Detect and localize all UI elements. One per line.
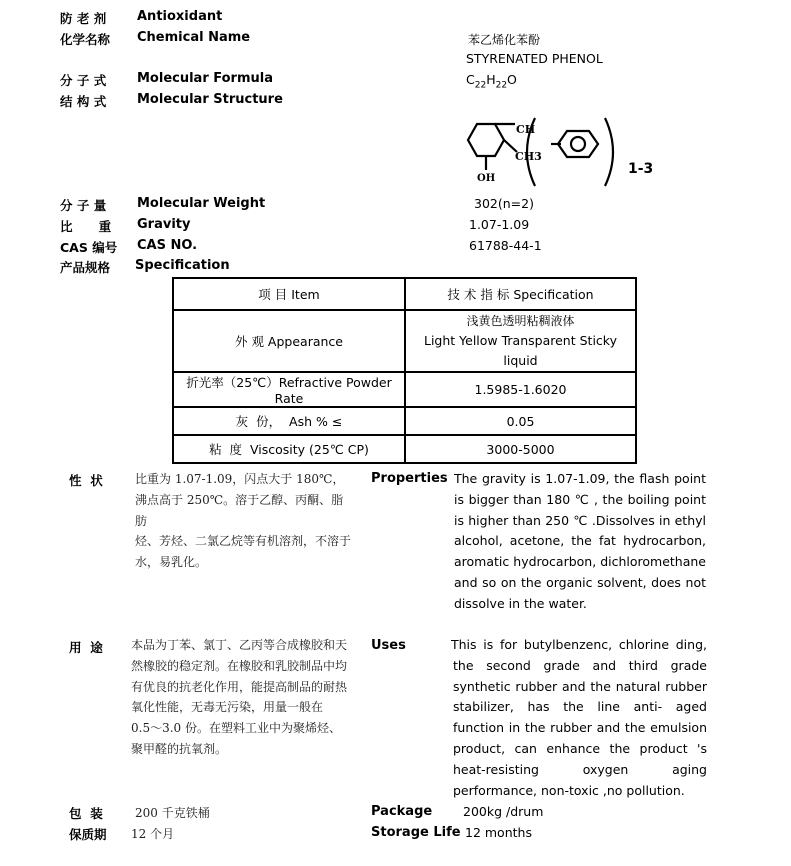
properties-en-text: The gravity is 1.07-1.09, the flash point is bigger than 180 ℃ , the boiling point is higher than 250 ℃ .Dissolves in ethyl alcohol, acetone, the fat hydrocarbon, aromatic hydrocarbon, dichloromethane and so on the organic solvent, does not dissolve in the water. — [454, 471, 706, 611]
ash-spec: 0.05 — [405, 407, 636, 435]
viscosity-item: 粘 度 Viscosity (25℃ CP) — [173, 435, 405, 463]
storage-en-label: Storage Life — [371, 825, 461, 840]
uses-en-text: This is for butylbenzenc, chlorine ding, the second grade and third grade synthetic rubber and the natural rubber stabilizer, has the line anti- aged function in the rubber and the emulsion product, can enhance the product 's heat-resisting oxygen aging performance, non-toxic ,no pollution. — [451, 637, 707, 798]
oh-group: OH — [477, 173, 496, 184]
appearance-spec — [405, 310, 636, 372]
gravity-en-label: Gravity — [137, 217, 191, 232]
spec-cn-label: 产品规格 — [60, 260, 111, 275]
cas-cn-label: CAS 编号 — [60, 240, 118, 255]
structure-en-label: Molecular Structure — [137, 92, 283, 107]
antioxidant-cn-label: 防 老 剂 — [60, 11, 107, 26]
structure-cn-label: 结 构 式 — [60, 94, 107, 109]
appearance-spec-en: Light Yellow Transparent Sticky liquid — [424, 333, 617, 368]
storage-cn-label: 保质期 — [69, 827, 107, 842]
chemical-name-cn-label: 化学名称 — [60, 32, 111, 47]
storage-cn-value: 12 个月 — [131, 827, 175, 841]
right-parenthesis — [605, 118, 613, 186]
benzene-ring — [558, 131, 598, 157]
appearance-spec-cn: 浅黄色透明粘稠液体 — [466, 314, 575, 328]
spec-en-label: Specification — [135, 258, 230, 273]
chemical-name-en-label: Chemical Name — [137, 30, 251, 45]
viscosity-spec: 3000-5000 — [405, 435, 636, 463]
properties-cn-label: 性 状 — [69, 473, 103, 488]
cas-en-label: CAS NO. — [137, 238, 198, 253]
refractive-spec: 1.5985-1.6020 — [405, 372, 636, 407]
antioxidant-en-label: Antioxidant — [137, 9, 223, 24]
weight-en-label: Molecular Weight — [137, 196, 266, 211]
properties-cn-text: 比重为 1.07-1.09，闪点大于 180℃， 沸点高于 250℃。溶于乙醇、丙酮、脂肪 烃、芳烃、二氯乙烷等有机溶剂，不溶于 水，易乳化。 — [135, 472, 352, 570]
storage-en-value: 12 months — [465, 825, 532, 840]
table-row — [173, 435, 636, 463]
ash-item: 灰 份， Ash % ≤ — [173, 407, 405, 435]
specification-table — [172, 277, 637, 464]
package-cn-value: 200 千克铁桶 — [135, 806, 210, 820]
phenol-ring — [468, 124, 504, 156]
ch3-group: CH3 — [515, 150, 542, 163]
uses-en-label: Uses — [371, 638, 406, 653]
molecular-formula-value: $C_{22}H_{22}O$ — [466, 72, 517, 91]
properties-en-label: Properties — [371, 471, 448, 486]
gravity-value: 1.07-1.09 — [469, 217, 530, 232]
refractive-item: 折光率（25℃）Refractive Powder Rate — [173, 372, 405, 407]
package-cn-label: 包 装 — [69, 806, 103, 821]
table-header-item: 项 目 Item — [173, 278, 405, 310]
chemical-name-cn-value: 苯乙烯化苯酚 — [468, 33, 541, 47]
table-header-spec: 技 术 指 标 Specification — [405, 278, 636, 310]
cas-value: 61788-44-1 — [469, 238, 542, 253]
table-row — [173, 407, 636, 435]
repeat-count: 1-3 — [628, 161, 654, 177]
package-en-label: Package — [371, 804, 433, 819]
ch-group: CH — [516, 123, 536, 136]
table-row — [173, 310, 636, 372]
table-row — [173, 372, 636, 407]
formula-cn-label: 分 子 式 — [60, 73, 107, 88]
weight-value: 302(n=2) — [474, 196, 534, 211]
package-en-value: 200kg /drum — [463, 804, 544, 819]
gravity-cn-label: 比 重 — [60, 219, 112, 234]
appearance-item: 外 观 Appearance — [173, 310, 405, 372]
molecular-structure-diagram — [455, 112, 665, 192]
chemical-name-en-value: STYRENATED PHENOL — [466, 51, 603, 66]
weight-cn-label: 分 子 量 — [60, 198, 107, 213]
table-header-row — [173, 278, 636, 310]
uses-cn-text: 本品为丁苯、氯丁、乙丙等合成橡胶和天 然橡胶的稳定剂。在橡胶和乳胶制品中均 有优良的抗老化作用，能提高制品的耐热 氧化性能，无毒无污染，用量一般在 0.5～3.0 份。在塑料工业中为聚烯烃、 聚甲醛的抗氧剂。 — [131, 638, 348, 756]
formula-en-label: Molecular Formula — [137, 71, 273, 86]
uses-cn-label: 用 途 — [69, 640, 103, 655]
